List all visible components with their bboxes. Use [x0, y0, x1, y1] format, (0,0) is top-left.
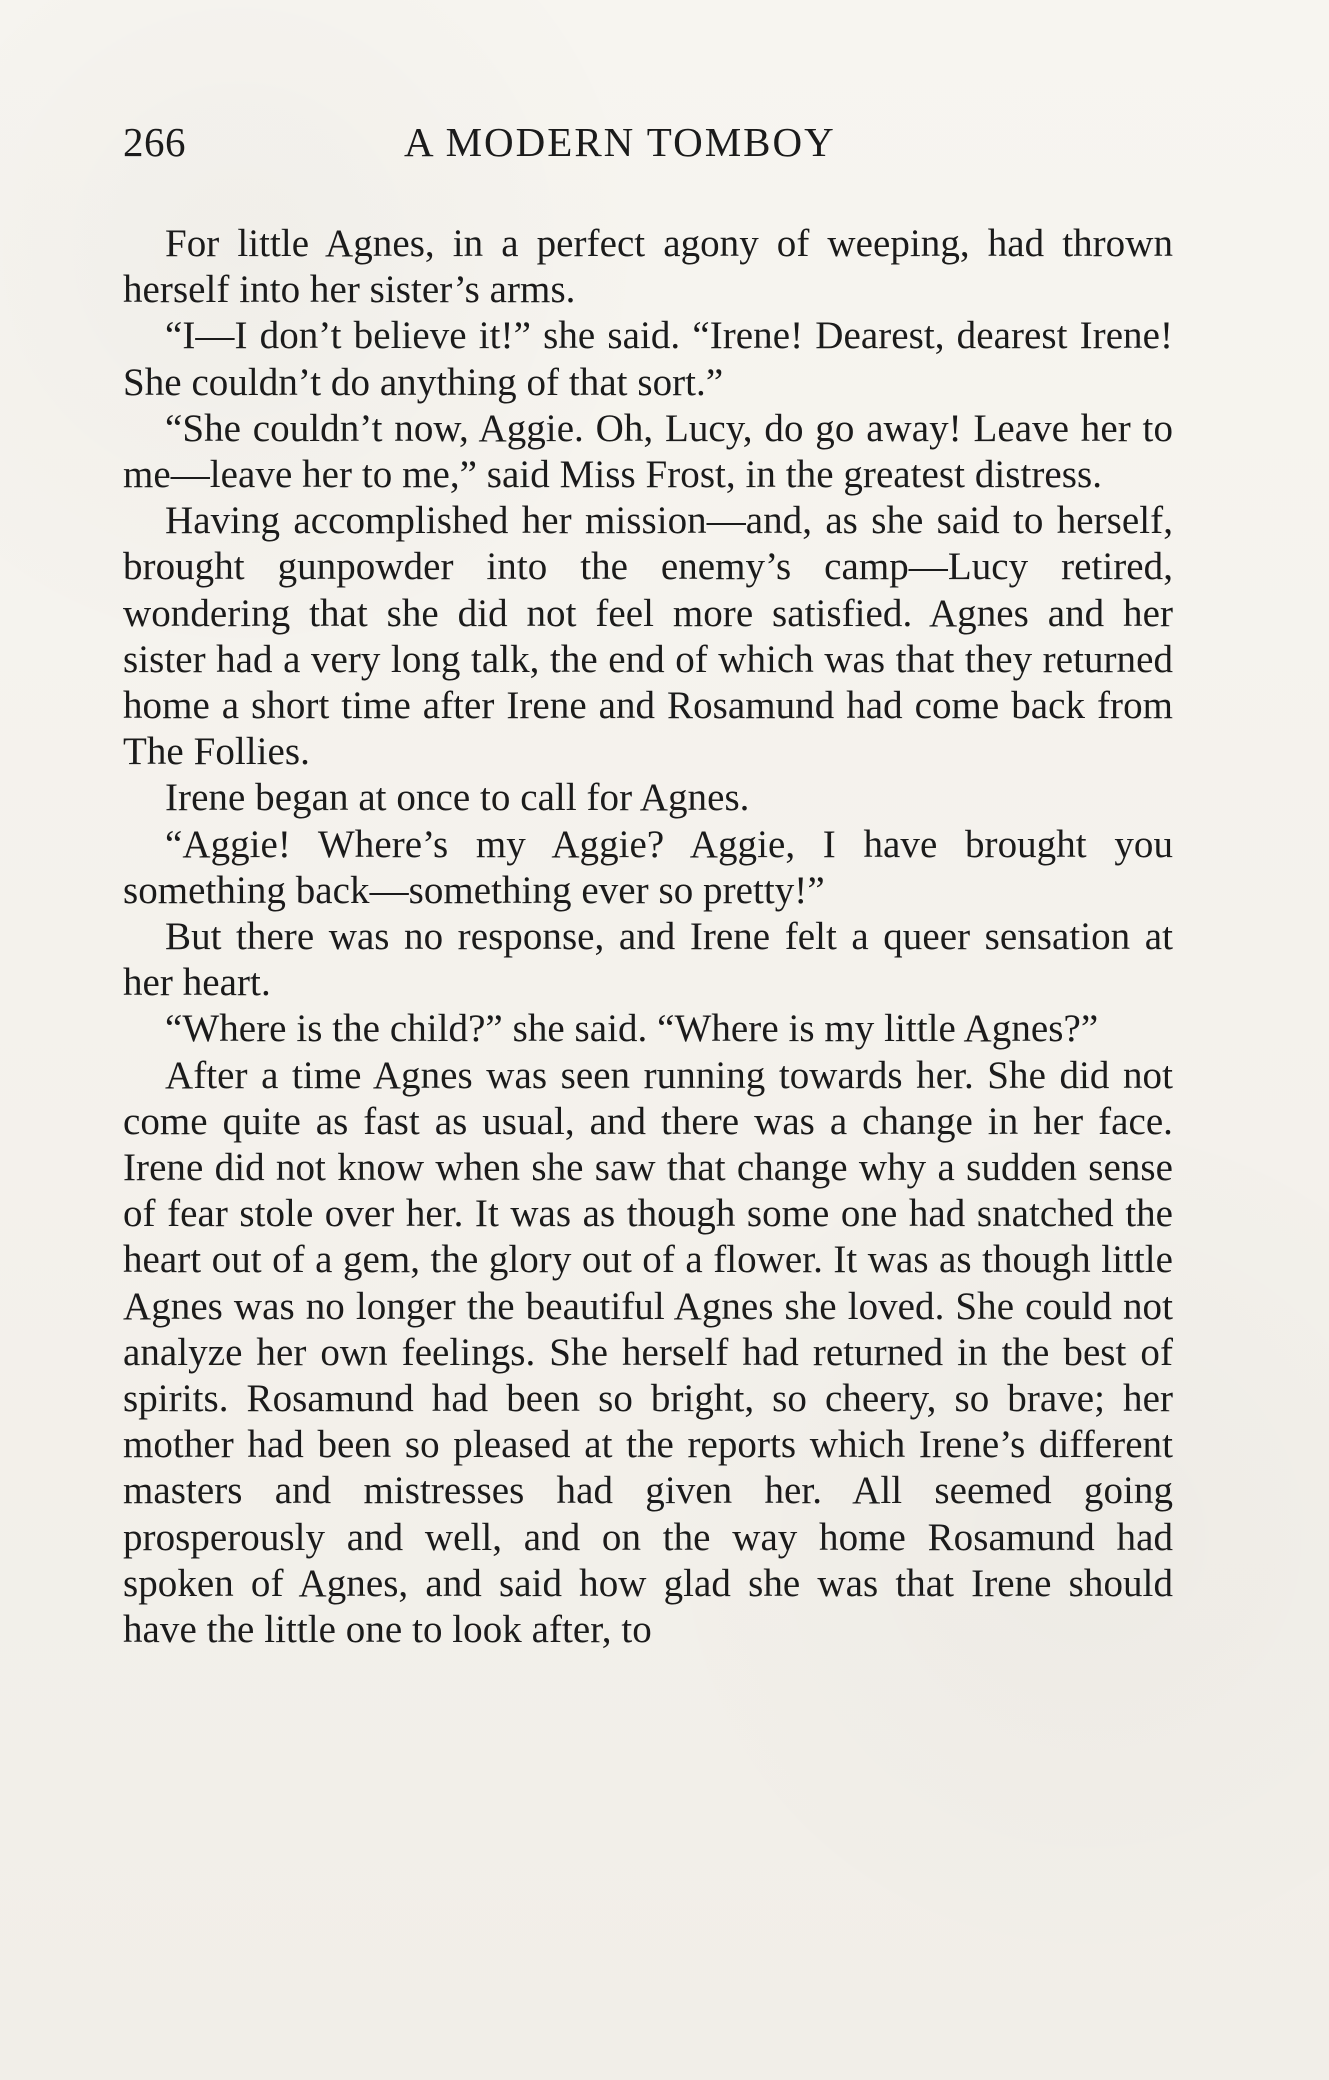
paragraph: “I—I don’t believe it!” she said. “Irene! Dearest, dearest Irene! She couldn’t do anything of that sort.” [123, 314, 1173, 404]
paragraph: Irene began at once to call for Agnes. [165, 776, 750, 820]
paragraph: “Where is the child?” she said. “Where is my little Agnes?” [165, 1007, 1099, 1051]
paragraph: After a time Agnes was seen running towards her. She did not come quite as fast as usual, and there was a change in her face. Irene did not know when she saw that change why a sudden sense of fear stole over her. It was as though some one had snatched the heart out of a gem, the glory out of a flower. It was as though little Agnes was no longer the beautiful Agnes she loved. She could not analyze her own feelings. She herself had returned in the best of spirits. Rosamund had been so bright, so cheery, so brave; her mother had been so pleased at the reports which Irene’s different masters and mistresses had given her. All seemed going prosperously and well, and on the way home Rosamund had spoken of Agnes, and said how glad she was that Irene should have the little one to look after, to [123, 1053, 1173, 1652]
paragraph: Having accomplished her mission—and, as she said to herself, brought gunpowder into the enemy’s camp—Lucy retired, wondering that she did not feel more satisfied. Agnes and her sister had a very long talk, the end of which was that they returned home a short time after Irene and Rosamund had come back from The Follies. [123, 499, 1173, 774]
page-header [123, 118, 1193, 178]
paragraph: But there was no response, and Irene felt a queer sensation at her heart. [123, 915, 1173, 1005]
running-title: A MODERN TOMBOY [404, 119, 836, 165]
paragraph: For little Agnes, in a perfect agony of weeping, had thrown herself into her sister’s arms. [123, 222, 1173, 312]
paragraph: “Aggie! Where’s my Aggie? Aggie, I have brought you something back—something ever so pretty!” [123, 822, 1173, 912]
chapter-text [123, 221, 1173, 1653]
page-number: 266 [123, 119, 186, 165]
paragraph: “She couldn’t now, Aggie. Oh, Lucy, do go away! Leave her to me—leave her to me,” said Miss Frost, in the greatest distress. [123, 406, 1173, 497]
